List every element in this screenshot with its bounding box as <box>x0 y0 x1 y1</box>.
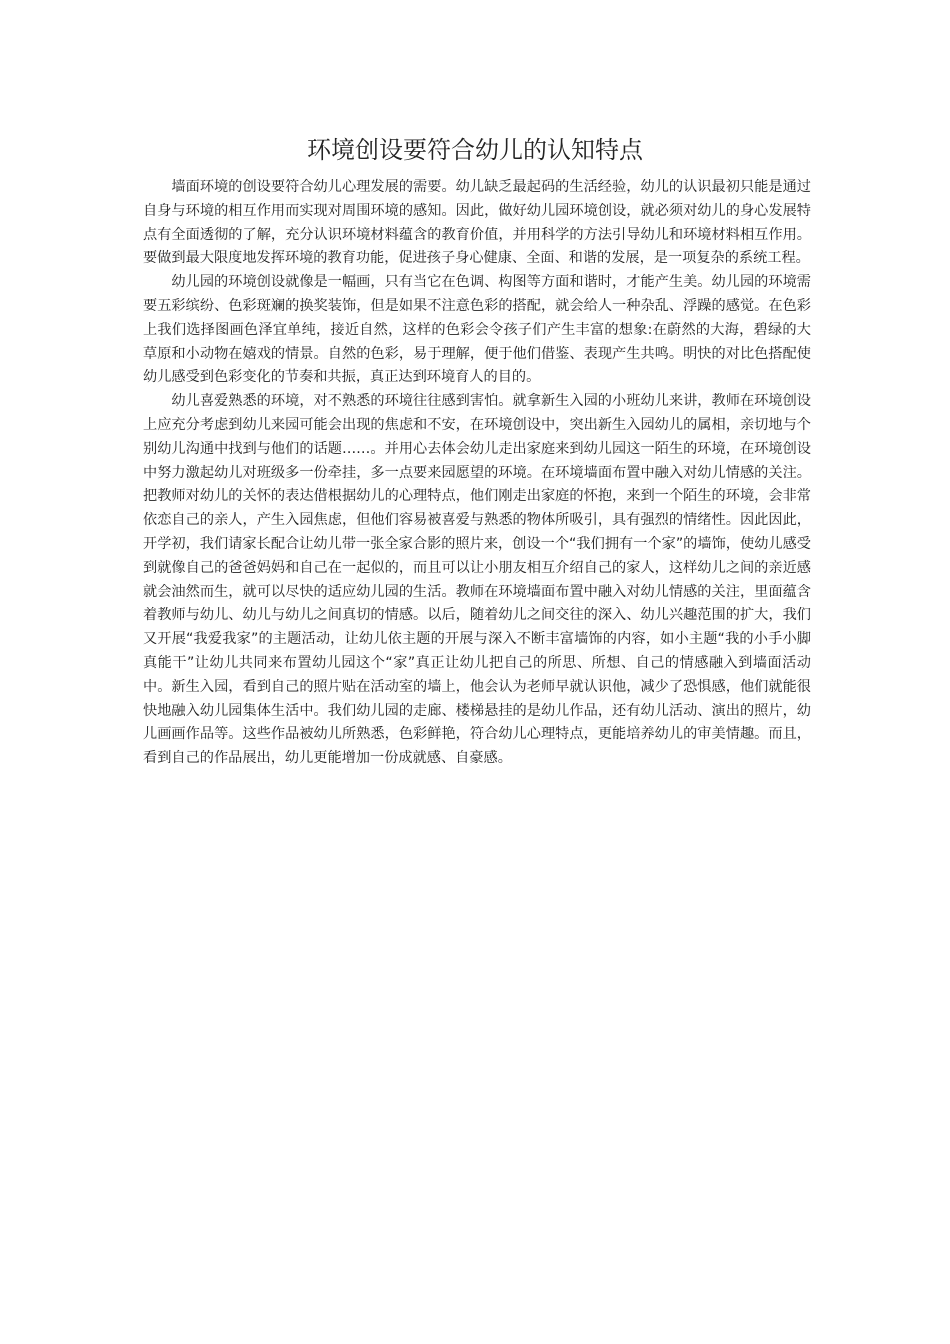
paragraph-2: 幼儿园的环境创设就像是一幅画，只有当它在色调、构图等方面和谐时，才能产生美。幼儿园的环境需要五彩缤纷、色彩斑斓的换奖装饰，但是如果不注意色彩的搭配，就会给人一种杂乱、浮躁的感觉。在色彩上我们选择图画色泽宜单纯，接近自然，这样的色彩会令孩子们产生丰富的想象:在蔚然的大海，碧绿的大草原和小动物在嬉戏的情景。自然的色彩，易于理解，便于他们借鉴、表现产生共鸣。明快的对比色搭配使幼儿感受到色彩变化的节奏和共振，真正达到环境育人的目的。 <box>143 274 811 386</box>
paragraph-3: 幼儿喜爱熟悉的环境，对不熟悉的环境往往感到害怕。就拿新生入园的小班幼儿来讲，教师在环境创设上应充分考虑到幼儿来园可能会出现的焦虑和不安，在环境创设中，突出新生入园幼儿的属相，亲切地与个别幼儿沟通中找到与他们的话题……。并用心去体会幼儿走出家庭来到幼儿园这一陌生的环境，在环境创设中努力激起幼儿对班级多一份牵挂，多一点要来园愿望的环境。在环境墙面布置中融入对幼儿情感的关注。把教师对幼儿的关怀的表达借根据幼儿的心理特点，他们刚走出家庭的怀抱，来到一个陌生的环境，会非常依恋自己的亲人，产生入园焦虑，但他们容易被喜爱与熟悉的物体所吸引，具有强烈的情绪性。因此因此，开学初，我们请家长配合让幼儿带一张全家合影的照片来，创设一个“我们拥有一个家”的墙饰，使幼儿感受到就像自己的爸爸妈妈和自己在一起似的，而且可以让小朋友相互介绍自己的家人，这样幼儿之间的亲近感就会油然而生，就可以尽快的适应幼儿园的生活。教师在环境墙面布置中融入对幼儿情感的关注，里面蕴含着教师与幼儿、幼儿与幼儿之间真切的情感。以后，随着幼儿之间交往的深入、幼儿兴趣范围的扩大，我们又开展“我爱我家”的主题活动，让幼儿依主题的开展与深入不断丰富墙饰的内容，如小主题“我的小手小脚真能干”让幼儿共同来布置幼儿园这个“家”真正让幼儿把自己的所思、所想、自己的情感融入到墙面活动中。新生入园，看到自己的照片贴在活动室的墙上，他会认为老师早就认识他，减少了恐惧感，他们就能很快地融入幼儿园集体生活中。我们幼儿园的走廊、楼梯悬挂的是幼儿作品，还有幼儿活动、演出的照片，幼儿画画作品等。这些作品被幼儿所熟悉，色彩鲜艳，符合幼儿心理特点，更能培养幼儿的审美情趣。而且，看到自己的作品展出，幼儿更能增加一份成就感、自豪感。 <box>143 393 811 767</box>
paragraph-1: 墙面环境的创设要符合幼儿心理发展的需要。幼儿缺乏最起码的生活经验，幼儿的认识最初只能是通过自身与环境的相互作用而实现对周围环境的感知。因此，做好幼儿园环境创设，就必须对幼儿的身心发展特点有全面透彻的了解，充分认识环境材料蕴含的教育价值，并用科学的方法引导幼儿和环境材料相互作用。要做到最大限度地发挥环境的教育功能，促进孩子身心健康、全面、和谐的发展，是一项复杂的系统工程。 <box>143 179 811 267</box>
document-title: 环境创设要符合幼儿的认知特点 <box>307 136 643 164</box>
document-body <box>143 176 811 771</box>
